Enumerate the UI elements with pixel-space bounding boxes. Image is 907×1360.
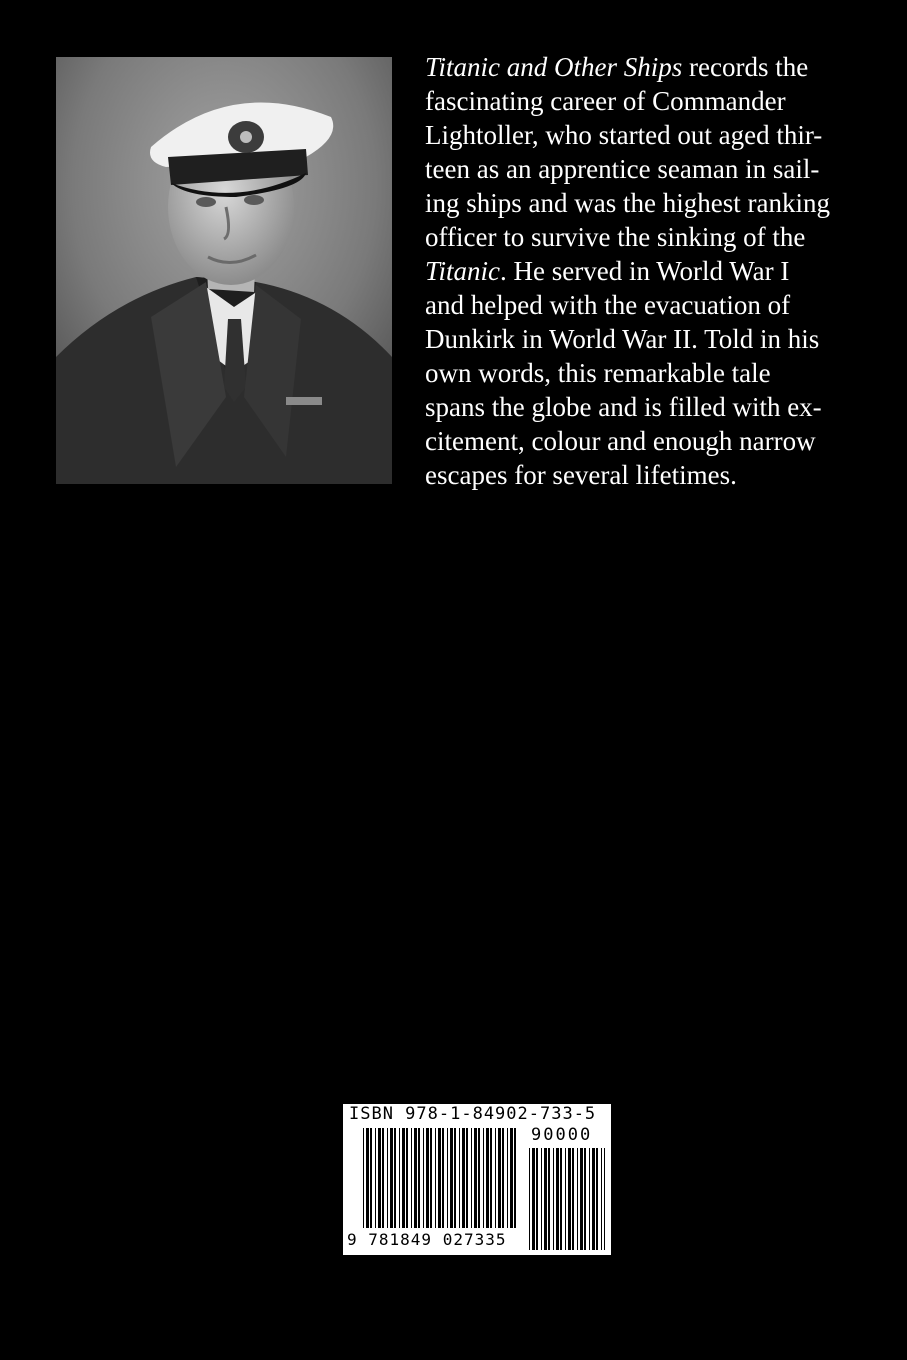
barcode-bar — [418, 1128, 420, 1228]
barcode-bar — [529, 1148, 530, 1250]
barcode-bar — [532, 1148, 535, 1250]
barcode-bar — [459, 1128, 460, 1228]
blurb-line — [425, 390, 855, 424]
barcode-bar — [514, 1128, 516, 1228]
barcode-bar — [426, 1128, 429, 1228]
blurb-line — [425, 152, 855, 186]
barcode-bar — [402, 1128, 405, 1228]
price-addon-digits: 90000 — [531, 1125, 593, 1145]
barcode-bar — [568, 1148, 571, 1250]
barcode-bar — [601, 1148, 602, 1250]
book-title-italic: Titanic — [425, 256, 501, 286]
barcode-bar — [474, 1128, 477, 1228]
back-cover-blurb — [425, 50, 855, 492]
barcode-bar — [370, 1128, 372, 1228]
barcode-bar — [375, 1128, 376, 1228]
barcode-bar — [435, 1128, 436, 1228]
barcode-bar — [378, 1128, 381, 1228]
barcode-bar — [471, 1128, 472, 1228]
barcode-bar — [447, 1128, 448, 1228]
blurb-text: citement, colour and enough narrow — [425, 426, 816, 456]
barcode-bar — [548, 1148, 550, 1250]
blurb-text: and helped with the evacuation of — [425, 290, 791, 320]
blurb-text: fascinating career of Commander — [425, 86, 786, 116]
barcode-bar — [556, 1148, 559, 1250]
barcode-bar — [553, 1148, 554, 1250]
blurb-line — [425, 220, 855, 254]
barcode-bar — [560, 1148, 562, 1250]
blurb-line — [425, 458, 855, 492]
barcode-bar — [544, 1148, 547, 1250]
barcode-bar — [589, 1148, 590, 1250]
isbn-label: ISBN 978-1-84902-733-5 — [349, 1104, 597, 1124]
barcode-bar — [495, 1128, 496, 1228]
barcode-bar — [483, 1128, 484, 1228]
barcode-bar — [584, 1148, 586, 1250]
barcode-bar — [596, 1148, 598, 1250]
portrait-illustration — [56, 57, 392, 484]
barcode-bar — [399, 1128, 400, 1228]
blurb-line — [425, 356, 855, 390]
barcode-bar — [442, 1128, 444, 1228]
book-title-italic: Titanic and Other Ships — [425, 52, 683, 82]
barcode-bar — [536, 1148, 538, 1250]
barcode-bar — [423, 1128, 424, 1228]
barcode-bar — [592, 1148, 595, 1250]
barcode-bar — [366, 1128, 369, 1228]
barcode-bar — [430, 1128, 432, 1228]
barcode-bar — [406, 1128, 408, 1228]
barcode-bar — [565, 1148, 566, 1250]
blurb-text: . He served in World War I — [500, 256, 790, 286]
blurb-line — [425, 50, 855, 84]
barcode-bar — [466, 1128, 468, 1228]
barcode-bar — [394, 1128, 396, 1228]
barcode-bar — [604, 1148, 605, 1250]
barcode-bar — [462, 1128, 465, 1228]
blurb-text: escapes for several lifetimes. — [425, 460, 737, 490]
barcode-bar — [580, 1148, 583, 1250]
barcode-bar — [490, 1128, 492, 1228]
blurb-line — [425, 424, 855, 458]
barcode-bar — [498, 1128, 501, 1228]
barcode-bar — [510, 1128, 513, 1228]
blurb-text: officer to survive the sinking of the — [425, 222, 806, 252]
barcode-bar — [414, 1128, 417, 1228]
ean-digits: 9 781849 027335 — [347, 1230, 507, 1249]
barcode-bar — [390, 1128, 393, 1228]
barcode-bar — [577, 1148, 578, 1250]
barcode-bar — [572, 1148, 574, 1250]
barcode-bar — [438, 1128, 441, 1228]
barcode-bar — [541, 1148, 542, 1250]
blurb-text: records the — [682, 52, 809, 82]
blurb-line — [425, 84, 855, 118]
blurb-line — [425, 254, 855, 288]
barcode-bar — [507, 1128, 508, 1228]
barcode-bar — [411, 1128, 412, 1228]
blurb-line — [425, 186, 855, 220]
barcode-bar — [382, 1128, 384, 1228]
blurb-text: ing ships and was the highest ranking — [425, 188, 830, 218]
blurb-text: own words, this remarkable tale — [425, 358, 771, 388]
barcode-bar — [454, 1128, 456, 1228]
blurb-line — [425, 288, 855, 322]
blurb-line — [425, 322, 855, 356]
blurb-text: spans the globe and is filled with ex- — [425, 392, 822, 422]
barcode-bar — [502, 1128, 504, 1228]
isbn-barcode — [343, 1104, 611, 1255]
barcode-bar — [387, 1128, 388, 1228]
blurb-line — [425, 118, 855, 152]
barcode-bar — [363, 1128, 364, 1228]
barcode-bar — [450, 1128, 453, 1228]
blurb-text: Lightoller, who started out aged thir- — [425, 120, 823, 150]
author-portrait-photo — [56, 57, 392, 484]
barcode-bar — [478, 1128, 480, 1228]
blurb-text: Dunkirk in World War II. Told in his — [425, 324, 820, 354]
blurb-text: teen as an apprentice seaman in sail- — [425, 154, 820, 184]
barcode-bar — [486, 1128, 489, 1228]
